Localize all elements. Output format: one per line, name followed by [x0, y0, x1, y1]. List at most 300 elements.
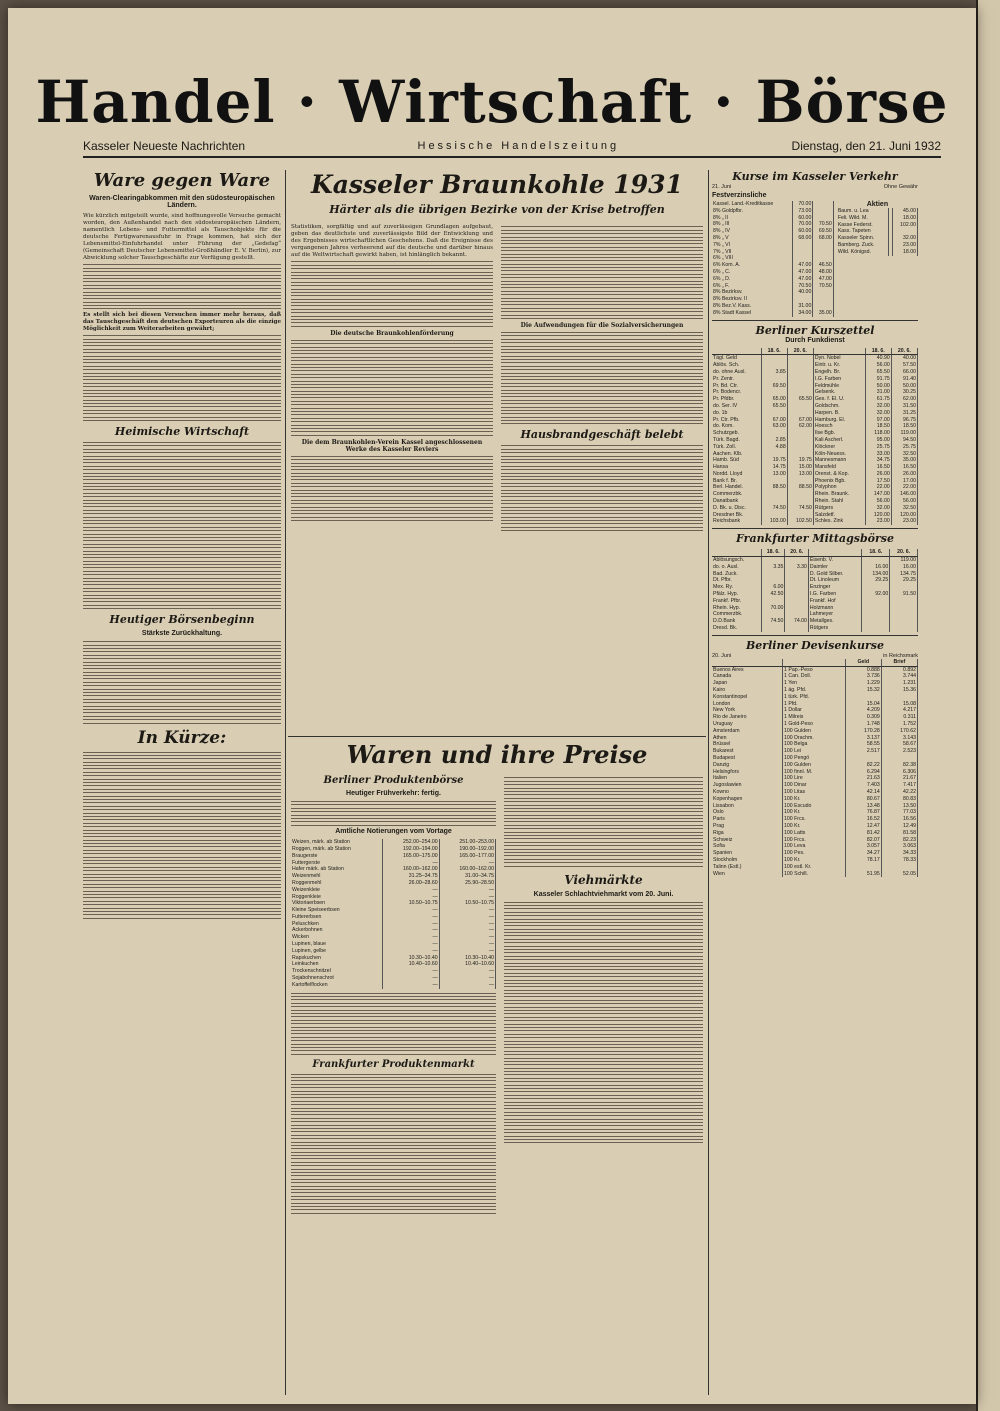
table-cell: Rhein. Hyp. [712, 605, 761, 612]
section-rule [712, 528, 918, 529]
table-cell: Köln-Neuess. [813, 451, 865, 458]
emphasis-paragraph: Es stellt sich bei diesen Versuchen immer mehr heraus, daß das Tauschgeschäft den deutschen Exporteuren als die einzige Möglichkeit zum Weiterarbeiten gewährt; [83, 311, 281, 332]
column-rule [285, 170, 286, 1395]
table-cell: 32.50 [891, 505, 917, 512]
table-cell: — [439, 894, 495, 901]
table-cell: 61.75 [865, 396, 891, 403]
table-row [291, 887, 496, 894]
table-cell: Bukarest [712, 748, 783, 755]
table-row [712, 249, 833, 256]
table-row [837, 235, 918, 242]
table-cell [761, 557, 784, 564]
table-cell: 73.00 [792, 208, 812, 215]
table-cell: — [439, 914, 495, 921]
table-cell [761, 625, 784, 632]
table-cell: 4.217 [881, 707, 917, 714]
table-cell: 92.00 [862, 591, 890, 598]
table-cell [813, 255, 833, 262]
table-cell: 1 äg. Pfd. [783, 687, 846, 694]
berliner-produktenboerse-head: Berliner Produktenbörse [323, 775, 464, 786]
produktenboerse-table [291, 839, 496, 989]
section-foerderung: Die deutsche Braunkohlenförderung [330, 329, 454, 337]
viehmaerkte-sub: Kasseler Schlachtviehmarkt vom 20. Juni. [533, 890, 674, 898]
table-cell [881, 755, 917, 762]
column-header [712, 549, 761, 556]
table-cell: 1.231 [881, 680, 917, 687]
table-cell: 91.40 [891, 376, 917, 383]
table-cell [787, 478, 813, 485]
table-row [712, 577, 918, 584]
table-cell: 100 Kr. [783, 809, 846, 816]
subhead-braunkohle: Härter als die übrigen Bezirke von der Krise betroffen [329, 203, 665, 216]
table-cell: Dyn. Nobel [813, 355, 865, 362]
table-cell: 8% „ V [712, 235, 792, 242]
table-cell [787, 437, 813, 444]
table-row [712, 362, 918, 369]
table-cell: 3.35 [761, 564, 784, 571]
text-block [501, 332, 703, 425]
table-cell [761, 389, 787, 396]
table-cell: 7.417 [881, 782, 917, 789]
devisen-table [712, 659, 918, 878]
table-cell: Hansa [712, 464, 761, 471]
table-cell: 1 Milreis [783, 714, 846, 721]
table-cell: Schutzgeb. [712, 430, 761, 437]
table-cell: 18.00 [893, 215, 918, 222]
table-cell: 67.00 [761, 417, 787, 424]
frankfurter-produktenmarkt-head: Frankfurter Produktenmarkt [312, 1058, 475, 1070]
table-row [291, 961, 496, 968]
table-cell: 65.50 [865, 369, 891, 376]
table-cell: 0.309 [845, 714, 881, 721]
table-cell: 4.209 [845, 707, 881, 714]
table-row [712, 471, 918, 478]
table-cell: 0.892 [881, 666, 917, 673]
table-cell: 8% „ III [712, 221, 792, 228]
table-cell [813, 242, 833, 249]
table-cell: 62.00 [787, 423, 813, 430]
table-row [712, 666, 918, 673]
table-cell: — [439, 907, 495, 914]
table-cell [761, 451, 787, 458]
table-cell: 70.00 [792, 201, 812, 208]
table-cell: 35.00 [813, 310, 833, 317]
table-cell: Rhein. Braunk. [813, 491, 865, 498]
table-cell: 78.33 [881, 857, 917, 864]
table-cell: 76.87 [845, 809, 881, 816]
table-cell: Stockholm [712, 857, 783, 864]
table-cell: 6.00 [761, 584, 784, 591]
section-in-kuerze: In Kürze: [137, 727, 227, 748]
table-row [712, 789, 918, 796]
table-cell: 47.00 [792, 269, 812, 276]
table-cell: Wicken [291, 934, 383, 941]
table-cell: Ackerbohnen [291, 927, 383, 934]
table-cell: 34.33 [881, 850, 917, 857]
newspaper-page [8, 8, 976, 1404]
table-cell: 51.95 [845, 871, 881, 878]
table-cell: D.D.Bank [712, 618, 761, 625]
headline-waren-preise: Waren und ihre Preise [346, 740, 648, 769]
table-cell: 22.00 [865, 484, 891, 491]
table-cell: Talinn (Estl.) [712, 864, 783, 871]
berliner-produktenboerse-sub: Heutiger Frühverkehr: fertig. [346, 790, 441, 797]
table-cell [787, 355, 813, 362]
table-cell: do. 1b [712, 410, 761, 417]
table-cell: Spanien [712, 850, 783, 857]
table-cell: 10.30–10.40 [383, 955, 439, 962]
table-cell: 100 Dinar [783, 782, 846, 789]
table-cell [862, 625, 890, 632]
table-cell: 16.52 [845, 816, 881, 823]
table-cell: Hafer märk. ab Station [291, 866, 383, 873]
text-block [83, 335, 281, 421]
table-cell [890, 611, 918, 618]
table-cell: 70.50 [813, 221, 833, 228]
table-row [712, 803, 918, 810]
text-block [291, 261, 493, 326]
table-cell: do. o. Ausl. [712, 564, 761, 571]
table-cell: Lupinen, blaue [291, 941, 383, 948]
table-row [837, 208, 918, 215]
table-cell [813, 289, 833, 296]
table-cell: 6% Kom. A. [712, 262, 792, 269]
table-cell: 3.85 [761, 369, 787, 376]
table-cell: 0.888 [845, 666, 881, 673]
table-cell: 146.00 [891, 491, 917, 498]
table-cell: Canada [712, 673, 783, 680]
text-block [504, 902, 703, 1144]
table-cell: Frankf. Pfbr. [712, 598, 761, 605]
table-row [712, 762, 918, 769]
table-cell: 8% „ IV [712, 228, 792, 235]
kasseler-kurse-table [712, 201, 834, 317]
table-row [291, 839, 496, 846]
table-cell: Hamb. Süd [712, 457, 761, 464]
table-cell [792, 249, 812, 256]
table-cell: Japan [712, 680, 783, 687]
table-cell [862, 611, 890, 618]
table-cell: 97.00 [865, 417, 891, 424]
table-cell: Danatbank [712, 498, 761, 505]
section-heimische-wirtschaft: Heimische Wirtschaft [114, 425, 250, 439]
table-row [712, 383, 918, 390]
table-cell: 96.75 [891, 417, 917, 424]
table-row [837, 249, 918, 256]
adjacent-page-edge [976, 0, 1000, 1411]
table-cell: 42.14 [845, 789, 881, 796]
table-cell: Rütgers [813, 505, 865, 512]
table-cell: 15.08 [881, 701, 917, 708]
table-cell: 95.00 [865, 437, 891, 444]
table-cell: 29.25 [862, 577, 890, 584]
text-block [291, 1074, 496, 1214]
table-cell: 10.50–10.75 [439, 900, 495, 907]
table-cell: Brüssel [712, 741, 783, 748]
table-cell: 100 Escudo [783, 803, 846, 810]
table-cell: — [383, 894, 439, 901]
masthead-subline [83, 136, 941, 158]
table-cell [862, 557, 890, 564]
table-cell: 50.00 [891, 383, 917, 390]
table-cell: — [439, 941, 495, 948]
table-cell: do. Kom. [712, 423, 761, 430]
table-cell [787, 403, 813, 410]
text-block [291, 340, 493, 436]
table-cell: Mansfeld [813, 464, 865, 471]
table-row [712, 430, 918, 437]
table-cell: Orenst. & Kop. [813, 471, 865, 478]
table-cell [761, 430, 787, 437]
section-rule [712, 635, 918, 636]
table-cell: 65.00 [761, 396, 787, 403]
table-cell: Amsterdam [712, 728, 783, 735]
table-cell [813, 296, 833, 303]
table-cell: 12.47 [845, 823, 881, 830]
table-row [291, 866, 496, 873]
table-row [291, 921, 496, 928]
section-sozialversicherung: Die Aufwendungen für die Sozialversicherungen [520, 321, 684, 329]
table-row [712, 714, 918, 721]
table-cell [785, 625, 808, 632]
table-cell: — [439, 975, 495, 982]
table-cell: Goldschm. [813, 403, 865, 410]
table-cell [787, 498, 813, 505]
table-row [712, 782, 918, 789]
column-kurse [712, 170, 918, 1395]
table-row [837, 228, 918, 235]
table-cell: Lahmeyer [808, 611, 862, 618]
table-cell: 3.057 [845, 843, 881, 850]
aktien-table [837, 208, 918, 256]
table-cell: 18.00 [893, 249, 918, 256]
table-cell: Trockenschnitzel [291, 968, 383, 975]
text-block [291, 801, 496, 826]
table-row [712, 437, 918, 444]
table-cell: 8% Bez.V. Kass. [712, 303, 792, 310]
table-cell: 3.736 [845, 673, 881, 680]
table-cell: Klöckner [813, 444, 865, 451]
kurszettel-sub: Durch Funkdienst [785, 336, 845, 344]
table-row [712, 242, 833, 249]
table-cell: Gelsenk. [813, 389, 865, 396]
table-row [712, 850, 918, 857]
table-cell: 16.50 [891, 464, 917, 471]
table-cell: 15.04 [845, 701, 881, 708]
braunkohle-lead: Statistiken, sorgfältig und auf zuverlässigen Grundlagen aufgebaut, geben das deutlichste und zuverlässigste Bild der Entwicklung und des Ergebnisses wirtschaftlichen Geschehens. Daß die Ereignisse des vergangenen Jahres verheerend auf die deutsche und darüber hinaus auf die Weltwirtschaft gewirkt haben, ist hinlänglich bekannt. [291, 224, 493, 258]
table-cell: 45.00 [893, 208, 918, 215]
column-header [808, 549, 862, 556]
table-cell [785, 591, 808, 598]
table-cell [761, 512, 787, 519]
table-cell: 252.00–254.00 [383, 839, 439, 846]
table-cell [813, 215, 833, 222]
table-cell: 165.00–175.00 [383, 853, 439, 860]
table-row [712, 843, 918, 850]
table-cell: 100 Gulden [783, 728, 846, 735]
table-cell: 35.00 [891, 457, 917, 464]
column-header: 18. 6. [862, 549, 890, 556]
table-cell: — [439, 982, 495, 989]
table-row [712, 201, 833, 208]
devisen-head: Berliner Devisenkurse [746, 638, 884, 652]
table-cell: 25.75 [891, 444, 917, 451]
column-header: 18. 6. [761, 348, 787, 355]
table-row [712, 611, 918, 618]
table-cell: 23.00 [891, 518, 917, 525]
table-row [712, 310, 833, 317]
table-cell: 31.25–34.75 [383, 873, 439, 880]
table-cell: Salzdetf. [813, 512, 865, 519]
table-cell: 12.49 [881, 823, 917, 830]
lead-paragraph: Wie kürzlich mitgeteilt wurde, sind hoffnungsvolle Versuche gemacht worden, den Außenhandel nach den südosteuropäischen Ländern, namentlich Lebens- und Futtermittel als Tauschobjekte für die deutsche Fertigwarenausfuhr in Frage kommen, hat sich der Lebensmittel-Einfuhrhandel unter Führung der „Gedefag“ (Gemeinschaft Deutscher Lebensmittel-Großhändler E. V. Berlin), zur Abwicklung solcher Tauschgeschäfte zur Verfügung gestellt. [83, 213, 281, 261]
table-cell: 10.40–10.60 [439, 961, 495, 968]
kurszettel-table [712, 348, 918, 526]
table-cell [787, 512, 813, 519]
table-cell: Peluschken [291, 921, 383, 928]
table-cell: 102.00 [893, 222, 918, 229]
table-cell: 46.50 [813, 262, 833, 269]
table-cell: Pr. Bodencr. [712, 389, 761, 396]
table-cell: Buenos Aires [712, 666, 783, 673]
masthead [8, 68, 976, 136]
table-cell: — [383, 860, 439, 867]
table-cell [862, 605, 890, 612]
table-cell [761, 478, 787, 485]
table-cell [845, 864, 881, 871]
table-cell: 100 Gulden [783, 762, 846, 769]
table-cell: 6% „ VIII [712, 255, 792, 262]
table-row [712, 221, 833, 228]
table-cell: 13.48 [845, 803, 881, 810]
table-cell [785, 605, 808, 612]
table-cell: Türk. Bagd. [712, 437, 761, 444]
table-row [712, 478, 918, 485]
table-cell [787, 410, 813, 417]
table-cell: Frankf. Hof [808, 598, 862, 605]
table-cell [890, 618, 918, 625]
table-cell: 17.50 [865, 478, 891, 485]
table-cell: Dt. Pfbr. [712, 577, 761, 584]
table-cell: 74.50 [761, 505, 787, 512]
table-cell [761, 376, 787, 383]
table-cell: Lissabon [712, 803, 783, 810]
table-cell: 6% „ F. [712, 283, 792, 290]
table-row [291, 900, 496, 907]
table-cell: Enzinger [808, 584, 862, 591]
table-cell [813, 201, 833, 208]
table-cell: 52.05 [881, 871, 917, 878]
table-cell: 3.744 [881, 673, 917, 680]
headline-ware-gegen-ware: Ware gegen Ware [93, 170, 271, 191]
table-cell: 31.00 [792, 303, 812, 310]
table-cell: 31.50 [891, 403, 917, 410]
table-cell [785, 557, 808, 564]
table-cell: do. Ser. IV [712, 403, 761, 410]
table-row [712, 355, 918, 362]
table-cell: Kleine Speiseerbsen [291, 907, 383, 914]
table-cell: 32.00 [893, 235, 918, 242]
table-cell: — [383, 921, 439, 928]
table-cell: Futtergerste [291, 860, 383, 867]
table-cell: Commerzbk. [712, 611, 761, 618]
table-cell: 6.294 [845, 769, 881, 776]
table-cell: Feldmühle [813, 383, 865, 390]
table-cell: — [439, 927, 495, 934]
column-header: 18. 6. [865, 348, 891, 355]
table-cell [761, 571, 784, 578]
table-row [712, 748, 918, 755]
column-header: 20. 6. [787, 348, 813, 355]
table-cell: 30.25 [891, 389, 917, 396]
table-cell: 100 Kr. [783, 857, 846, 864]
table-cell: 15.32 [845, 687, 881, 694]
table-cell [787, 369, 813, 376]
table-cell: Kopenhagen [712, 796, 783, 803]
table-row [712, 498, 918, 505]
table-cell: Pr. Bd. Ctr. [712, 383, 761, 390]
table-cell [761, 611, 784, 618]
table-cell: Pr. Ctr. Pfb. [712, 417, 761, 424]
table-cell: 1 Pfd. [783, 701, 846, 708]
table-row [712, 518, 918, 525]
table-cell [881, 694, 917, 701]
table-cell [787, 444, 813, 451]
table-row [291, 968, 496, 975]
table-cell [785, 611, 808, 618]
table-cell: D. Bk. u. Disc. [712, 505, 761, 512]
table-cell: 6% „ D. [712, 276, 792, 283]
kurszettel-head: Berliner Kurszettel [755, 323, 875, 337]
masthead-title: Handel · Wirtschaft · Börse [35, 68, 949, 136]
table-cell: Weizenkleie [291, 887, 383, 894]
table-cell: 91.50 [890, 591, 918, 598]
table-cell: Kasse Federst. [837, 222, 889, 229]
table-cell: Paris [712, 816, 783, 823]
table-cell [813, 249, 833, 256]
table-cell: Pr. Pfdbr. [712, 396, 761, 403]
table-cell: 100 Lei [783, 748, 846, 755]
table-cell: 88.50 [761, 484, 787, 491]
table-row [712, 816, 918, 823]
article-waren-preise [291, 740, 703, 1395]
table-cell: 16.50 [865, 464, 891, 471]
table-cell: 100 Pengö [783, 755, 846, 762]
table-cell [785, 598, 808, 605]
table-cell [787, 491, 813, 498]
devisen-date: 20. Juni [712, 652, 732, 659]
table-row [291, 914, 496, 921]
table-cell: — [383, 914, 439, 921]
table-cell [761, 491, 787, 498]
table-cell: 120.00 [891, 512, 917, 519]
table-cell: 100 Kr. [783, 823, 846, 830]
table-row [291, 853, 496, 860]
table-cell: 62.00 [891, 396, 917, 403]
table-cell: 102.50 [787, 518, 813, 525]
section-kasseler-revier: Die dem Braunkohlen-Verein Kassel angeschlossenen Werke des Kasseler Reviers [301, 438, 483, 453]
table-row [712, 464, 918, 471]
table-row [712, 687, 918, 694]
table-cell: 1 türk. Pfd. [783, 694, 846, 701]
text-block [501, 445, 703, 531]
table-cell: 26.00–28.60 [383, 880, 439, 887]
table-cell: Athen [712, 735, 783, 742]
table-cell: 47.00 [792, 262, 812, 269]
table-cell: 251.00–253.00 [439, 839, 495, 846]
kurse-festverzinsliche: Festverzinsliche [712, 192, 767, 199]
table-cell: 6% „ C. [712, 269, 792, 276]
